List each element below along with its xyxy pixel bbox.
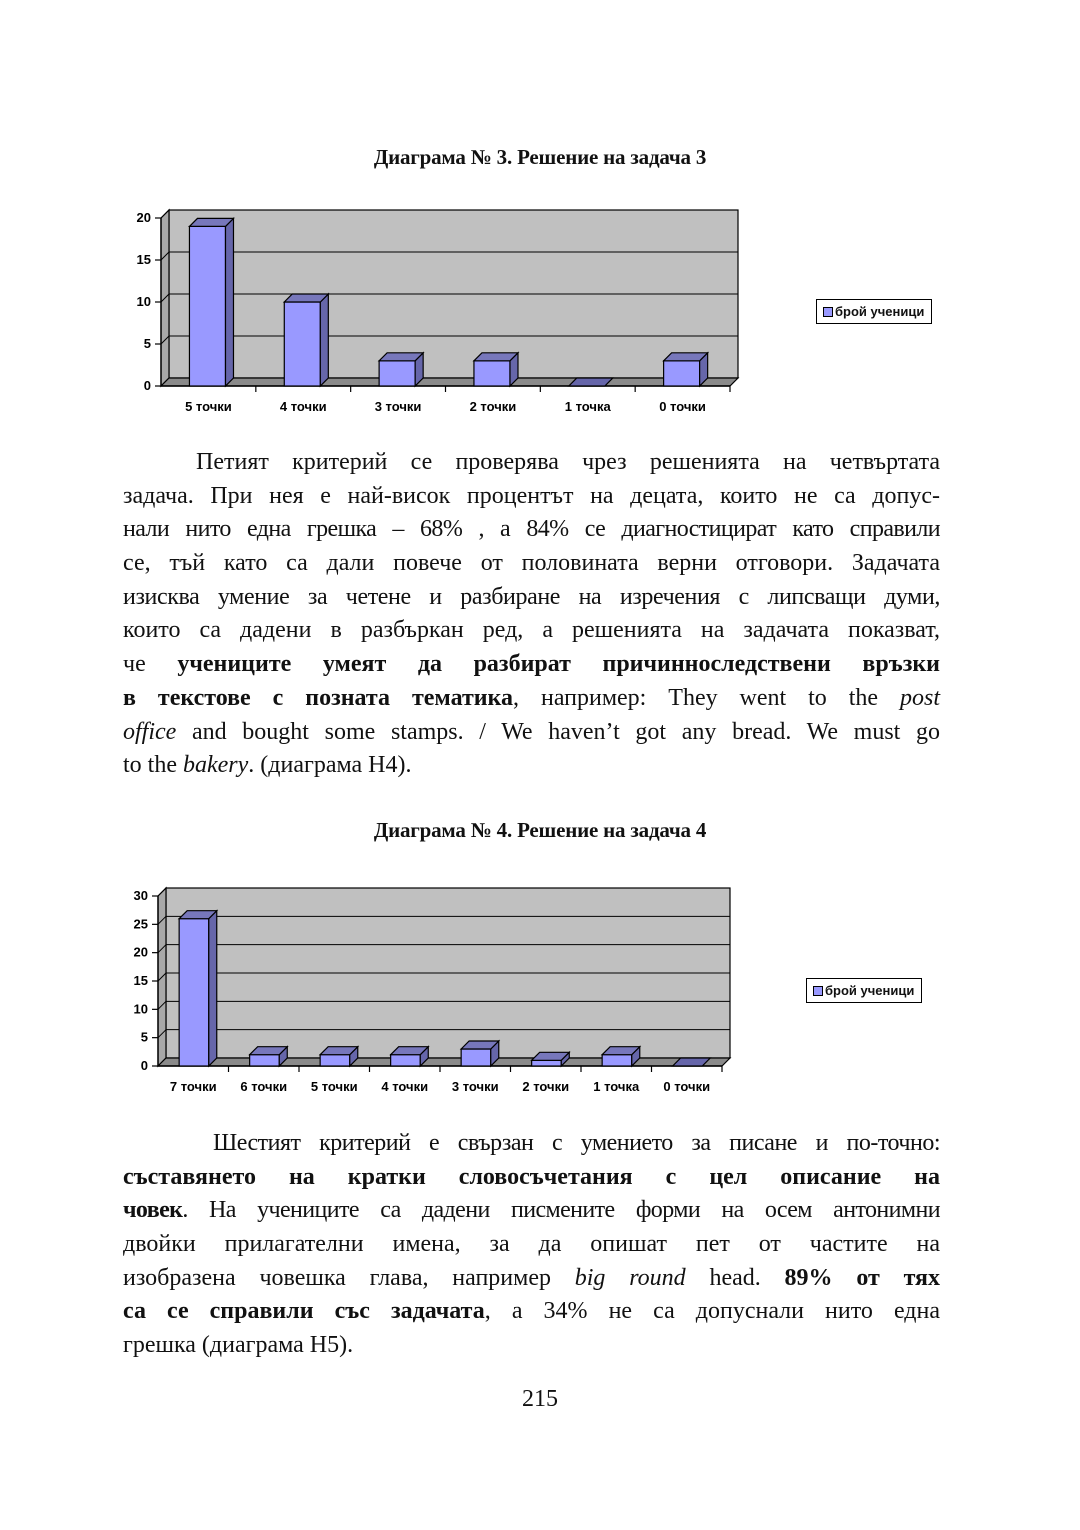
x-tick-label: 7 точки bbox=[169, 1079, 217, 1094]
chart4-legend bbox=[806, 978, 922, 1003]
y-tick-label: 0 bbox=[140, 1058, 148, 1073]
bar-zero bbox=[569, 378, 613, 386]
bar bbox=[602, 1055, 632, 1066]
bar bbox=[379, 361, 415, 386]
p2-line: изобразена човешка глава, например big round head. 89% от тях bbox=[123, 1264, 941, 1291]
y-tick-label: 15 bbox=[133, 973, 148, 988]
chart3-legend-label: брой ученици bbox=[835, 304, 925, 319]
bar bbox=[179, 919, 209, 1066]
x-tick-label: 1 точка bbox=[593, 1079, 640, 1094]
y-tick-label: 10 bbox=[136, 294, 151, 309]
bar bbox=[461, 1049, 491, 1066]
x-tick-label: 2 точки bbox=[522, 1079, 570, 1094]
p2-line: двойки прилагателни имена, за да опишат пет от частите на bbox=[123, 1231, 940, 1258]
p1-line: to the bakery. (диаграма Н4). bbox=[123, 752, 412, 779]
chart3-svg bbox=[0, 195, 760, 425]
chart4-legend-label: брой ученици bbox=[825, 983, 915, 998]
p2-line: грешка (диаграма Н5). bbox=[123, 1332, 354, 1359]
chart3-caption: Диаграма № 3. Решение на задача 3 bbox=[373, 145, 707, 169]
x-tick-label: 3 точки bbox=[374, 399, 422, 414]
bar bbox=[532, 1060, 562, 1066]
y-tick-label: 5 bbox=[140, 1029, 148, 1045]
p1-line: задача. При нея е най-висок процентът на децата, които не са допус- bbox=[123, 482, 940, 509]
plot-floor bbox=[158, 1058, 730, 1066]
p2-line: Шестият критерий е свързан с умението за писане и по-точно: bbox=[213, 1130, 940, 1156]
bar-side bbox=[320, 294, 328, 386]
x-tick-label: 0 точки bbox=[663, 1079, 711, 1094]
y-tick-label: 15 bbox=[136, 252, 151, 267]
y-tick-label: 10 bbox=[133, 1001, 148, 1017]
paragraph-1 bbox=[123, 446, 940, 783]
page-number: 215 bbox=[522, 1386, 558, 1412]
p1-line: че учениците умеят да разбират причинноследствени връзки bbox=[123, 651, 940, 678]
bar-top bbox=[379, 353, 423, 361]
y-tick-label: 5 bbox=[143, 336, 151, 351]
bar bbox=[391, 1055, 421, 1066]
chart4-svg bbox=[0, 880, 760, 1105]
bar-top bbox=[189, 218, 233, 226]
p1-line: office and bought some stamps. / We haven’t got any bread. We must go bbox=[123, 718, 940, 745]
p2-line: са се справили със задачата, а 34% не са допуснали нито една bbox=[123, 1298, 941, 1325]
x-tick-label: 0 точки bbox=[659, 399, 706, 414]
p1-line: нали нито една грешка – 68% , а 84% се диагностицират като справили bbox=[123, 516, 940, 543]
p1-line: се, тъй като са дали повече от половината верни отговори. Задачата bbox=[123, 550, 940, 577]
paragraph-2 bbox=[123, 1127, 940, 1363]
y-tick-label: 20 bbox=[133, 944, 148, 960]
bar-top bbox=[664, 353, 708, 361]
bar-side bbox=[225, 218, 233, 386]
bar bbox=[250, 1055, 280, 1066]
bar-top bbox=[284, 294, 328, 302]
x-tick-label: 4 точки bbox=[381, 1079, 429, 1094]
x-tick-label: 6 точки bbox=[240, 1079, 288, 1094]
bar-top bbox=[474, 353, 518, 361]
y-tick-label: 0 bbox=[143, 378, 151, 393]
y-tick-label: 30 bbox=[133, 888, 148, 903]
p1-line: в текстове с позната тематика, например: They went to the post bbox=[123, 684, 940, 711]
x-tick-label: 5 точки bbox=[185, 399, 232, 414]
chart4 bbox=[0, 880, 760, 1105]
p1-line: които са дадени в разбъркан ред, а решенията на задачата показват, bbox=[123, 617, 940, 644]
plot-floor bbox=[161, 378, 738, 386]
y-tick-label: 20 bbox=[136, 210, 151, 225]
legend-swatch-icon bbox=[823, 307, 833, 317]
p1-line: изисква умение за четене и разбиране на изречения с липсващи думи, bbox=[123, 583, 940, 610]
bar bbox=[320, 1055, 350, 1066]
bar-side bbox=[209, 911, 217, 1066]
legend-swatch-icon bbox=[813, 986, 823, 996]
chart3 bbox=[0, 195, 760, 425]
chart4-caption: Диаграма № 4. Решение на задача 4 bbox=[373, 818, 707, 842]
x-tick-label: 2 точки bbox=[469, 399, 517, 414]
bar bbox=[664, 361, 700, 386]
bar bbox=[284, 302, 320, 386]
chart3-legend bbox=[816, 299, 932, 324]
p2-line: съставянето на кратки словосъчетания с цел описание на bbox=[123, 1163, 940, 1190]
x-tick-label: 1 точка bbox=[564, 399, 611, 414]
p2-line: човек. На учениците са дадени писмените форми на осем антонимни bbox=[123, 1197, 940, 1224]
x-tick-label: 5 точки bbox=[310, 1079, 358, 1094]
bar bbox=[474, 361, 510, 386]
p1-line: Петият критерий се проверява чрез решенията на четвъртата bbox=[196, 449, 940, 475]
bar bbox=[189, 226, 225, 386]
x-tick-label: 3 точки bbox=[451, 1079, 499, 1094]
x-tick-label: 4 точки bbox=[279, 399, 327, 414]
y-tick-label: 25 bbox=[133, 916, 148, 932]
